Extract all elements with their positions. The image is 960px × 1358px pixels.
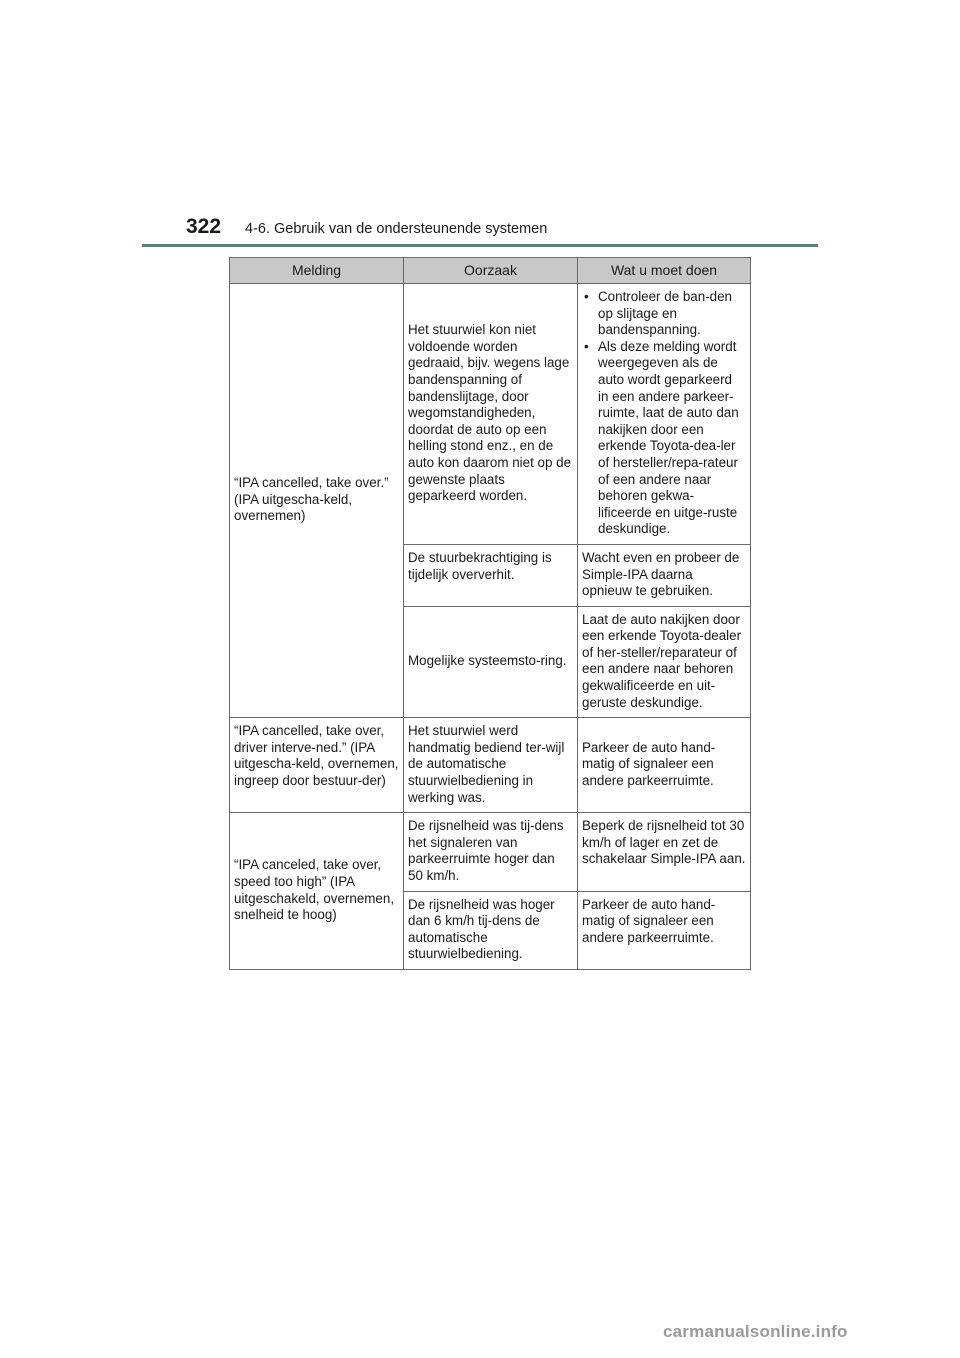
cause-cell: Het stuurwiel kon niet voldoende worden gedraaid, bijv. wegens lage bandenspanning of bandenslijtage, door wegomstandigheden, doordat de auto op een helling stond enz., en de auto kon daarom niet op de gewenste plaats geparkeerd worden.	[404, 284, 578, 545]
page-number: 322	[186, 215, 222, 238]
action-cell: Wacht even en probeer de Simple-IPA daarna opnieuw te gebruiken.	[578, 544, 751, 606]
table-row	[230, 813, 751, 891]
watermark: carmanualsonline.info	[663, 1322, 848, 1341]
cause-cell: De rijsnelheid was tij-dens het signaleren van parkeerruimte hoger dan 50 km/h.	[404, 813, 578, 891]
cause-cell: De rijsnelheid was hoger dan 6 km/h tij-dens de automatische stuurwielbediening.	[404, 891, 578, 969]
column-header-melding: Melding	[230, 258, 404, 284]
section-title: 4-6. Gebruik van de ondersteunende systemen	[245, 221, 548, 237]
table-row	[230, 284, 751, 545]
list-item: • Controleer de ban-den op slijtage en bandenspanning.	[582, 289, 746, 339]
ipa-message-table	[229, 257, 751, 970]
action-bullet-list	[582, 289, 746, 538]
message-cell: “IPA cancelled, take over.” (IPA uitgescha-keld, overnemen)	[230, 284, 404, 718]
table-row	[230, 718, 751, 813]
action-cell: Beperk de rijsnelheid tot 30 km/h of lager en zet de schakelaar Simple-IPA aan.	[578, 813, 751, 891]
header-rule	[142, 244, 818, 247]
action-cell	[578, 284, 751, 545]
list-item: • Als deze melding wordt weergegeven als de auto wordt geparkeerd in een andere parkeer-ruimte, laat de auto dan nakijken door een erkende Toyota-dea-ler of hersteller/repa-rateur of een andere naar behoren gekwa-lificeerde en uitge-ruste deskundige.	[582, 339, 746, 538]
message-cell: “IPA canceled, take over, speed too high” (IPA uitgeschakeld, overnemen, snelheid te hoog)	[230, 813, 404, 970]
cause-cell: De stuurbekrachtiging is tijdelijk oververhit.	[404, 544, 578, 606]
cause-cell: Mogelijke systeemsto-ring.	[404, 606, 578, 718]
cause-cell: Het stuurwiel werd handmatig bediend ter-wijl de automatische stuurwielbediening in werking was.	[404, 718, 578, 813]
table-header-row	[230, 258, 751, 284]
message-cell: “IPA cancelled, take over, driver interve-ned.” (IPA uitgescha-keld, overnemen, ingreep door bestuur-der)	[230, 718, 404, 813]
action-cell: Laat de auto nakijken door een erkende Toyota-dealer of her-steller/reparateur of een andere naar behoren gekwalificeerde en uit-geruste deskundige.	[578, 606, 751, 718]
action-cell: Parkeer de auto hand-matig of signaleer een andere parkeerruimte.	[578, 891, 751, 969]
column-header-actie: Wat u moet doen	[578, 258, 751, 284]
column-header-oorzaak: Oorzaak	[404, 258, 578, 284]
action-cell: Parkeer de auto hand-matig of signaleer een andere parkeerruimte.	[578, 718, 751, 813]
